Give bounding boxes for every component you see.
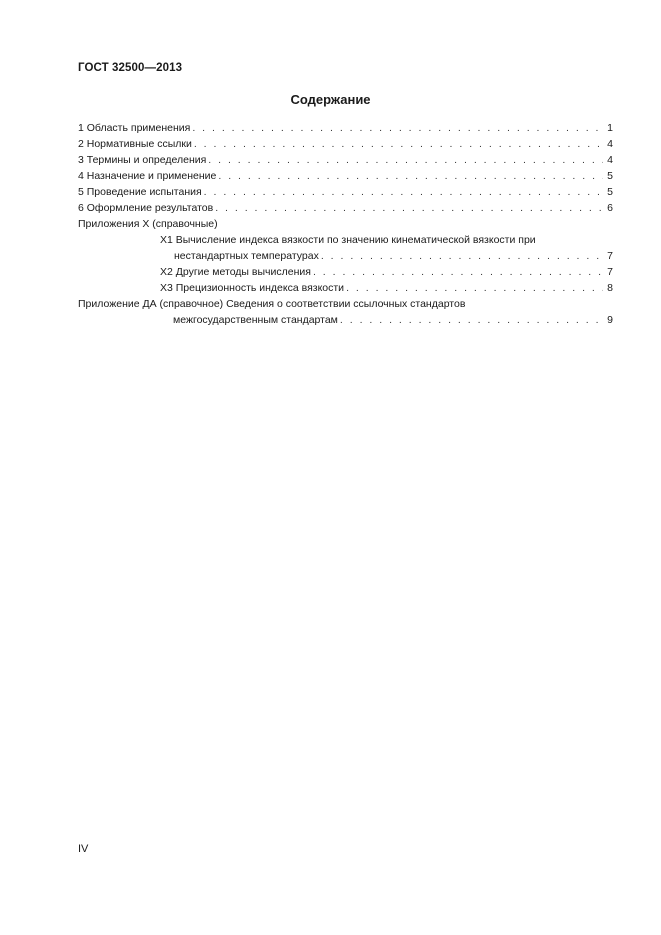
toc-entry-label: 5 Проведение испытания (78, 186, 202, 198)
toc-entry-x1[interactable] (78, 248, 613, 264)
toc-entry-label: межгосударственным стандартам (173, 314, 338, 326)
toc-entry-page: 5 (607, 170, 613, 182)
toc-entry-label: 6 Оформление результатов (78, 202, 214, 214)
toc-entry-page: 6 (607, 202, 613, 214)
leader-dots (218, 168, 603, 184)
toc-entry-appendix-da[interactable] (78, 312, 613, 328)
page-number: IV (78, 843, 89, 855)
leader-dots (194, 136, 603, 152)
toc-entry-label: 3 Термины и определения (78, 154, 207, 166)
toc-entry-page: 8 (607, 282, 613, 294)
toc-entry-label: 4 Назначение и применение (78, 170, 217, 182)
toc-entry-x1-line1[interactable]: X1 Вычисление индекса вязкости по значению кинематической вязкости при (160, 234, 536, 246)
toc-entry-label: 2 Нормативные ссылки (78, 138, 192, 150)
toc-entry-page: 1 (607, 122, 613, 134)
leader-dots (346, 280, 603, 296)
toc-appendix-da-line1[interactable]: Приложение ДА (справочное) Сведения о соответствии ссылочных стандартов (78, 298, 466, 310)
toc-entry-x3[interactable] (78, 280, 613, 296)
toc-entry-label: 1 Область применения (78, 122, 191, 134)
toc-entry-terms-definitions[interactable] (78, 152, 613, 168)
toc-entry-page: 4 (607, 138, 613, 150)
toc-entry-x2[interactable] (78, 264, 613, 280)
leader-dots (192, 120, 603, 136)
toc-entry-page: 7 (607, 250, 613, 262)
toc-entry-purpose-application[interactable] (78, 168, 613, 184)
document-code: ГОСТ 32500—2013 (78, 62, 183, 74)
toc-entry-label: X3 Прецизионность индекса вязкости (160, 282, 345, 294)
toc-title: Содержание (290, 92, 371, 107)
toc-entry-label: X2 Другие методы вычисления (160, 266, 311, 278)
toc-entry-label: нестандартных температурах (174, 250, 319, 262)
toc-entry-scope[interactable] (78, 120, 613, 136)
toc-entry-normative-references[interactable] (78, 136, 613, 152)
toc-entry-page: 7 (607, 266, 613, 278)
toc-entry-page: 4 (607, 154, 613, 166)
leader-dots (204, 184, 603, 200)
toc-entry-test-procedure[interactable] (78, 184, 613, 200)
leader-dots (313, 264, 603, 280)
toc-entry-results-report[interactable] (78, 200, 613, 216)
leader-dots (340, 312, 603, 328)
toc-appendix-x-heading: Приложения Х (справочные) (78, 218, 218, 230)
toc-entry-page: 9 (607, 314, 613, 326)
toc-entry-page: 5 (607, 186, 613, 198)
leader-dots (321, 248, 603, 264)
leader-dots (208, 152, 603, 168)
table-of-contents (78, 120, 613, 328)
leader-dots (215, 200, 603, 216)
